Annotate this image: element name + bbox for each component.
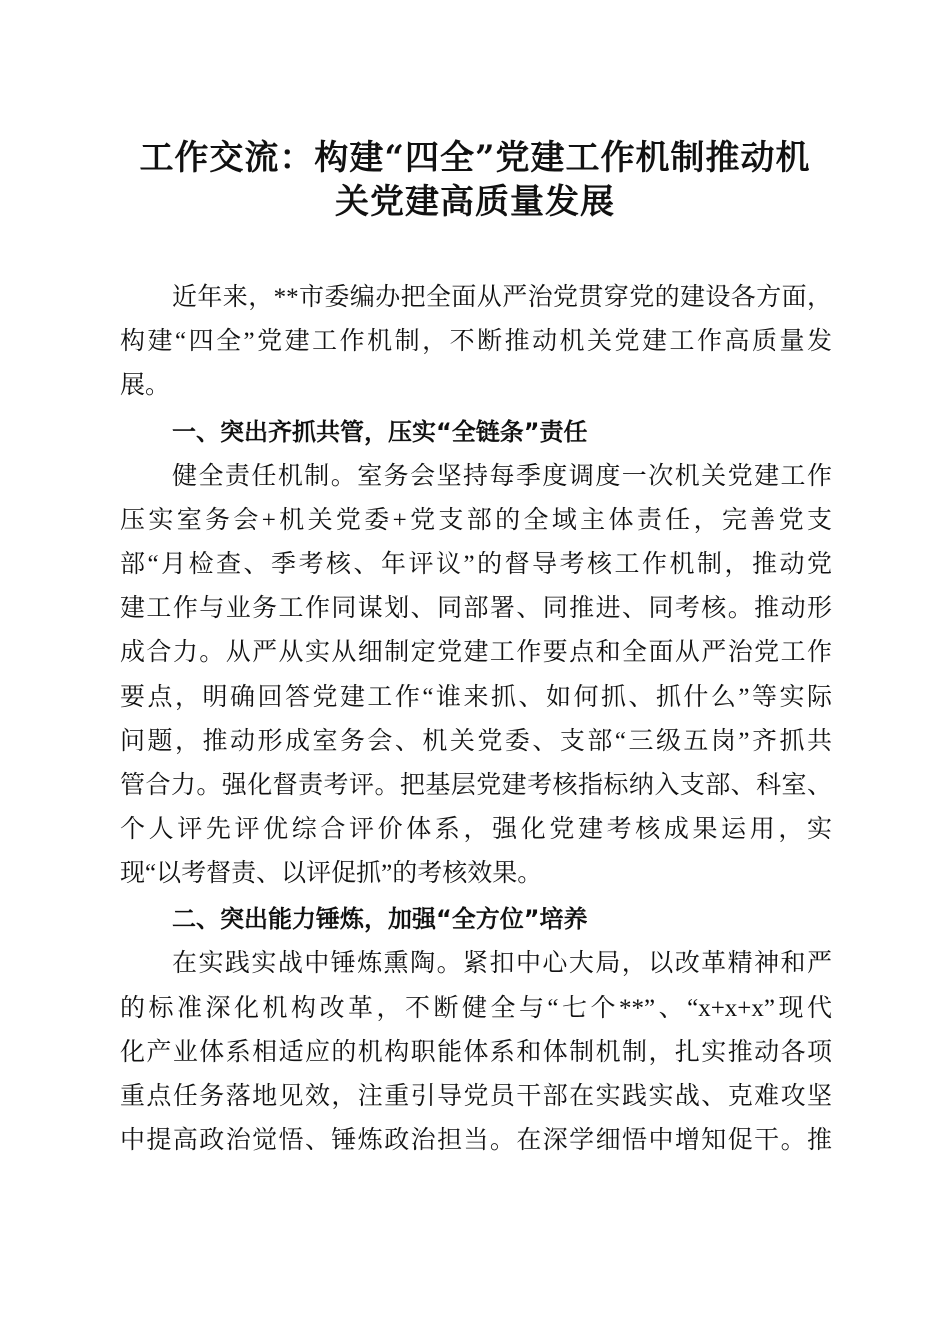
text-line: 成合力。从严从实从细制定党建工作要点和全面从严治党工作 (120, 639, 832, 667)
text-line: 问题，推动形成室务会、机关党委、支部“三级五岗”齐抓共 (120, 727, 832, 755)
text-line: 健全责任机制。室务会坚持每季度调度一次机关党建工作 (172, 462, 832, 490)
document-title (100, 136, 850, 224)
text-line: 管合力。强化督责考评。把基层党建考核指标纳入支部、科室、 (120, 771, 832, 799)
paragraph (120, 455, 832, 897)
text-line: 近年来，**市委编办把全面从严治党贯穿党的建设各方面， (172, 284, 832, 311)
paragraph (120, 942, 832, 1163)
section-heading: 二、突出能力锤炼，加强“全方位”培养 (172, 905, 588, 934)
title-line-2: 关党建高质量发展 (335, 182, 615, 222)
text-line: 部“月检查、季考核、年评议”的督导考核工作机制，推动党 (120, 550, 832, 578)
text-line: 中提高政治觉悟、锤炼政治担当。在深学细悟中增知促干。推 (120, 1127, 832, 1155)
text-line: 建工作与业务工作同谋划、同部署、同推进、同考核。推动形 (120, 595, 832, 623)
text-line: 要点，明确回答党建工作“谁来抓、如何抓、抓什么”等实际 (120, 683, 832, 711)
text-line: 构建“四全”党建工作机制，不断推动机关党建工作高质量发 (120, 328, 832, 356)
text-line: 化产业体系相适应的机构职能体系和体制机制，扎实推动各项 (120, 1038, 832, 1066)
title-line-1: 工作交流：构建“四全”党建工作机制推动机 (139, 138, 811, 178)
text-line: 压实室务会+机关党委+党支部的全域主体责任，完善党支 (120, 506, 832, 534)
text-line: 展。 (120, 372, 171, 400)
text-line: 重点任务落地见效，注重引导党员干部在实践实战、克难攻坚 (120, 1083, 832, 1110)
section-heading: 一、突出齐抓共管，压实“全链条”责任 (172, 417, 588, 446)
text-line: 现“以考督责、以评促抓”的考核效果。 (120, 860, 543, 888)
text-line: 在实践实战中锤炼熏陶。紧扣中心大局，以改革精神和严 (172, 950, 832, 978)
document-body (120, 276, 832, 1163)
paragraph (120, 276, 832, 409)
text-line: 的标准深化机构改革，不断健全与“七个**”、“x+x+x”现代 (120, 994, 832, 1022)
text-line: 个人评先评优综合评价体系，强化党建考核成果运用，实 (120, 816, 832, 844)
